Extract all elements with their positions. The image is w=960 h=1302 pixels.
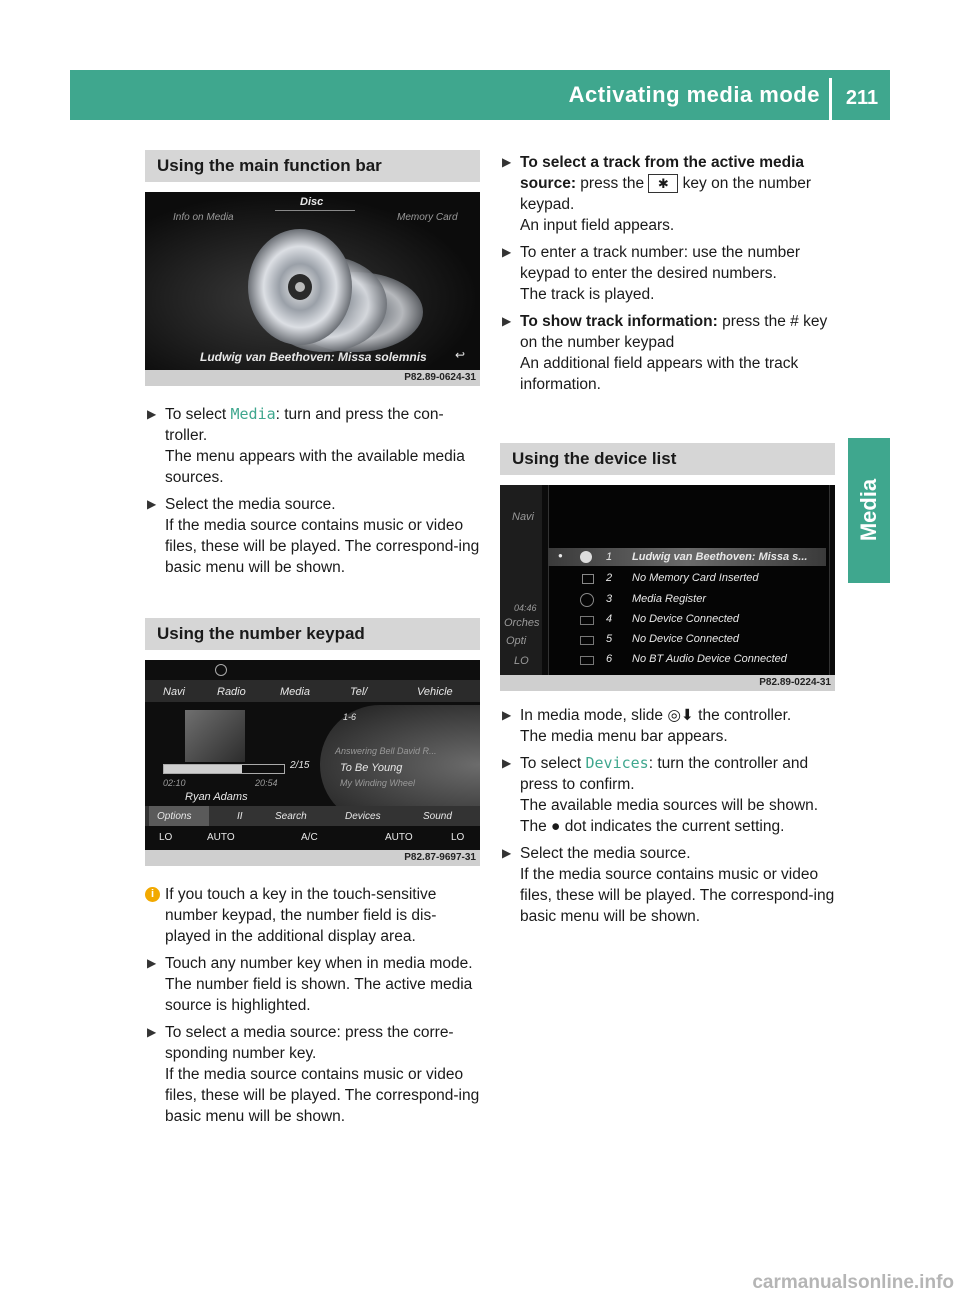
menu-disc: Disc — [300, 196, 324, 208]
figure-main-function-bar — [145, 192, 480, 386]
controller-slide-down-icon: ◎⬇ — [667, 707, 694, 724]
step-text: To select — [165, 406, 231, 423]
disc-illustration — [145, 192, 480, 370]
page-number: 211 — [845, 87, 879, 109]
menu-radio: Radio — [217, 686, 246, 698]
device-label-3: Media Register — [632, 593, 706, 605]
device-num-2: 2 — [606, 572, 613, 584]
step-result-text-cont: dot indicates the current setting. — [560, 818, 785, 835]
step-result: The media menu bar appears. — [520, 728, 728, 745]
dot-icon: ● — [551, 818, 561, 835]
step-select-source — [145, 494, 480, 578]
sidebar-opti: Opti — [506, 635, 527, 647]
step-text: To enter a track number: use the number keypad to enter the desired numbers. — [520, 244, 801, 282]
screen-keypad — [145, 660, 480, 850]
climate-ac: A/C — [301, 832, 318, 843]
step-track-info — [500, 311, 835, 395]
section-heading-number-keypad: Using the number keypad — [145, 618, 480, 650]
artist-name: Ryan Adams — [185, 791, 248, 803]
step-text-cont: : turn and press the con- — [275, 406, 444, 423]
step-text: press the # key on the number keypad — [520, 313, 828, 351]
climate-right-temp: LO — [451, 832, 465, 843]
step-text: Touch any number key when in media mode. — [165, 955, 473, 972]
step-arrow-icon: ▶ — [147, 956, 157, 970]
list-item-2: To Be Young — [340, 762, 403, 774]
menu-info-on-media: Info on Media — [173, 212, 234, 223]
step-text: press the — [576, 175, 649, 192]
back-icon: ↩ — [455, 348, 466, 362]
step-result: An input field appears. — [520, 217, 675, 234]
step-select-media-source — [145, 1022, 480, 1127]
watermark: carmanualsonline.info — [752, 1272, 954, 1293]
step-slide-controller — [500, 705, 835, 747]
number-field: 1-6 — [343, 712, 357, 722]
menu-vehicle: Vehicle — [417, 686, 453, 698]
step-result: If the media source contains music or video files, these will be played. The correspond-ing basic menu will be shown. — [165, 1066, 480, 1125]
left-column — [145, 150, 480, 1127]
step-result: If the media source contains music or video files, these will be played. The correspond-ing basic menu will be shown. — [165, 517, 480, 576]
step-result: The menu appears with the available media sources. — [165, 448, 465, 486]
bt-audio-icon — [580, 656, 594, 665]
chapter-title: Activating media mode — [568, 82, 820, 107]
step-result: If the media source contains music or video files, these will be played. The correspond-ing basic menu will be shown. — [520, 866, 835, 925]
climate-left-temp: LO — [159, 832, 173, 843]
step-arrow-icon: ▶ — [502, 314, 512, 328]
info-icon: i — [145, 887, 160, 902]
figure-number-keypad — [145, 660, 480, 866]
device-icon — [580, 636, 594, 645]
step-text-cont: the controller. — [693, 707, 792, 724]
step-result: The available media sources will be shown. — [520, 797, 819, 814]
section-heading-device-list: Using the device list — [500, 443, 835, 475]
now-playing-title: Ludwig van Beethoven: Missa solemnis — [200, 350, 427, 364]
device-label-5: No Device Connected — [632, 633, 740, 645]
step-arrow-icon: ▶ — [147, 407, 157, 421]
device-label-2: No Memory Card Inserted — [632, 572, 759, 584]
step-arrow-icon: ▶ — [502, 756, 512, 770]
step-text: In media mode, slide — [520, 707, 668, 724]
step-bold: To select a track from the active media source: — [520, 154, 804, 192]
info-text: If you touch a key in the touch-sensitive number keypad, the number field is dis-played in the additional display area. — [165, 886, 437, 945]
section-heading-main-function-bar: Using the main function bar — [145, 150, 480, 182]
step-text: To select — [520, 755, 586, 772]
progress-fill — [164, 765, 242, 773]
device-label-6: No BT Audio Device Connected — [632, 653, 787, 665]
device-num-4: 4 — [606, 613, 613, 625]
menu-options: Options — [157, 811, 192, 822]
menu-pause: II — [237, 811, 243, 822]
step-text: Select the media source. — [520, 845, 691, 862]
current-setting-dot-icon: ● — [558, 551, 563, 560]
device-label-1: Ludwig van Beethoven: Missa s... — [632, 551, 808, 563]
step-result-text: The — [520, 818, 552, 835]
step-arrow-icon: ▶ — [502, 846, 512, 860]
step-text: Select the media source. — [165, 496, 336, 513]
media-menu-term: Media — [230, 405, 276, 423]
header-divider — [829, 78, 832, 120]
menu-tel: Tel/ — [350, 686, 368, 698]
disc-icon — [580, 551, 592, 563]
sidebar-lo: LO — [514, 655, 529, 667]
figure-code: P82.89-0624-31 — [145, 370, 480, 386]
screen-disc — [145, 192, 480, 370]
usb-icon — [580, 616, 594, 625]
info-note — [145, 884, 480, 947]
step-arrow-icon: ▶ — [147, 497, 157, 511]
page-header — [70, 70, 890, 120]
step-arrow-icon: ▶ — [502, 155, 512, 169]
menu-search: Search — [275, 811, 307, 822]
device-label-4: No Device Connected — [632, 613, 740, 625]
sidebar-navi: Navi — [512, 511, 535, 523]
devices-menu-term: Devices — [585, 754, 649, 772]
device-num-3: 3 — [606, 593, 613, 605]
step-bold: To show track information: — [520, 313, 718, 330]
menu-media: Media — [280, 686, 310, 698]
step-arrow-icon: ▶ — [502, 245, 512, 259]
device-num-5: 5 — [606, 633, 613, 645]
top-icon — [215, 664, 227, 676]
step-result: The number field is shown. The active media source is highlighted. — [165, 976, 473, 1014]
step-select-devices — [500, 753, 835, 837]
step-enter-track — [500, 242, 835, 305]
menu-navi: Navi — [163, 686, 186, 698]
media-register-icon — [580, 593, 594, 607]
star-key-icon: ✱ — [648, 174, 678, 193]
album-art — [185, 710, 245, 762]
track-count: 2/15 — [290, 760, 310, 771]
step-result: An additional field appears with the track information. — [520, 355, 799, 393]
time-elapsed: 02:10 — [163, 778, 186, 788]
step-text-cont: : turn the controller and press to confirm. — [520, 755, 809, 793]
device-num-1: 1 — [606, 551, 613, 563]
step-select-source-device — [500, 843, 835, 927]
screen-device-list — [500, 485, 835, 675]
list-item-3: My Winding Wheel — [340, 778, 415, 788]
climate-right-auto: AUTO — [385, 832, 413, 843]
sidebar-orches: Orches — [504, 617, 540, 629]
menu-sound: Sound — [423, 811, 452, 822]
step-touch-key — [145, 953, 480, 1016]
step-select-track — [500, 152, 835, 236]
time-total: 20:54 — [255, 778, 278, 788]
step-text-cont: key on the number keypad. — [520, 175, 812, 213]
figure-device-list — [500, 485, 835, 691]
sidebar-time: 04:46 — [514, 603, 537, 613]
step-arrow-icon: ▶ — [147, 1025, 157, 1039]
right-column — [500, 152, 835, 927]
step-arrow-icon: ▶ — [502, 708, 512, 722]
menu-memory-card: Memory Card — [397, 212, 458, 223]
figure-code: P82.87-9697-31 — [145, 850, 480, 866]
step-select-media — [145, 404, 480, 488]
list-item-1: Answering Bell David R... — [335, 746, 437, 756]
climate-left-auto: AUTO — [207, 832, 235, 843]
side-tab-label: Media — [856, 478, 881, 542]
menu-devices: Devices — [345, 811, 381, 822]
figure-code: P82.89-0224-31 — [500, 675, 835, 691]
step-text-line2: troller. — [165, 427, 208, 444]
memory-card-icon — [582, 574, 594, 584]
progress-track — [163, 764, 285, 774]
device-num-6: 6 — [606, 653, 613, 665]
step-result: The track is played. — [520, 286, 655, 303]
step-text: To select a media source: press the corre-sponding number key. — [165, 1024, 454, 1062]
side-tab — [848, 438, 890, 583]
